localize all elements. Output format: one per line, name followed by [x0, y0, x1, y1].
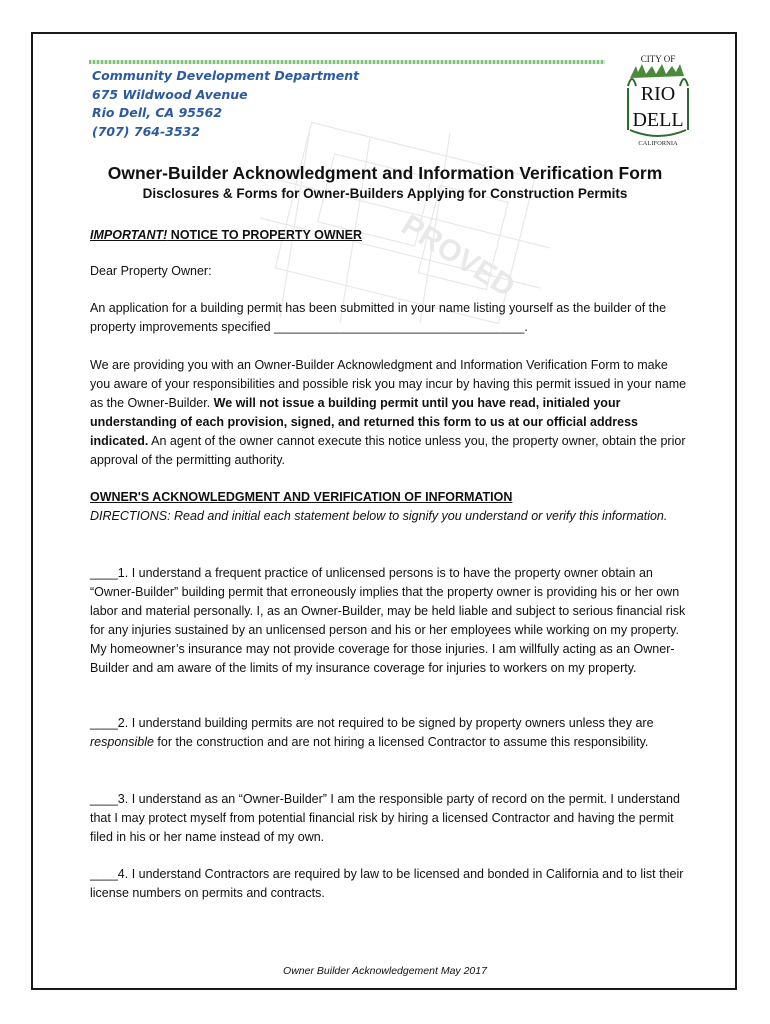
form-subtitle: Disclosures & Forms for Owner-Builders Applying for Construction Permits [142, 186, 628, 201]
acknowledgment-item-3[interactable]: ____3. I understand as an “Owner-Builder” I am the responsible party of record on the permit. I understand that I may protect myself from potential financial risk by hiring a licensed Contractor and having the permit filed in his or her name instead of my own. [90, 792, 680, 844]
item-2-text: ____2. I understand building permits are not required to be signed by property owners unless they are [90, 716, 654, 730]
item-2-text-end: for the construction and are not hiring a licensed Contractor to assume this responsibility. [153, 735, 649, 749]
item-2-italic: responsible [90, 735, 154, 749]
paragraph-responsibilities-text: We are providing you with an Owner-Builder Acknowledgment and Information Verification Form to make you aware of your responsibilities and possible risk you may incur by having this permit issued in your name as the Owner-Builder. [90, 358, 687, 410]
phone-number: (707) 764-3532 [92, 123, 200, 139]
logo-text-dell: DELL [632, 109, 684, 131]
city-state-zip: Rio Dell, CA 95562 [92, 105, 223, 120]
city-of-rio-dell-logo [622, 52, 694, 148]
street-address: 675 Wildwood Avenue [92, 86, 248, 102]
section-directions: DIRECTIONS: Read and initial each statement below to signify you understand or verify this information. [90, 509, 668, 523]
form-title: Owner-Builder Acknowledgment and Information Verification Form [107, 163, 663, 183]
logo-text-rio: RIO [640, 83, 676, 105]
important-label: IMPORTANT! [90, 228, 168, 242]
notice-title: NOTICE TO PROPERTY OWNER [167, 228, 363, 242]
acknowledgment-item-4[interactable]: ____4. I understand Contractors are required by law to be licensed and bonded in California and to list their license numbers on permits and contracts. [90, 867, 684, 900]
department-address-block [92, 67, 359, 141]
department-name: Community Development Department [92, 68, 360, 83]
paragraph-application: An application for a building permit has been submitted in your name listing yourself as the builder of the property improvements specified ____________________________________. [90, 301, 667, 334]
salutation: Dear Property Owner: [90, 264, 212, 278]
blueprint-watermark [250, 118, 560, 328]
section-heading: OWNER'S ACKNOWLEDGMENT AND VERIFICATION OF INFORMATION [90, 490, 513, 504]
logo-text-city-of: CITY OF [640, 54, 676, 64]
notice-heading [90, 226, 690, 245]
page-footer: Owner Builder Acknowledgement May 2017 [283, 965, 487, 977]
acknowledgment-item-1[interactable]: ____1. I understand a frequent practice of unlicensed persons is to have the property owner obtain an “Owner-Builder” building permit that erroneously implies that the property owner is providing his or her own labor and material personally. I, as an Owner-Builder, may be held liable and subject to serious financial risk for any injuries sustained by an unlicensed person and his or her employees while working on my property. My homeowner’s insurance may not provide coverage for those injuries. I am willfully acting as an Owner-Builder and am aware of the limits of my insurance coverage for injuries to workers on my property. [90, 566, 686, 675]
paragraph-responsibilities-text2: An agent of the owner cannot execute this notice unless you, the property owner, obtain the prior approval of the permitting authority. [90, 434, 686, 467]
acknowledgment-item-2[interactable] [90, 714, 690, 752]
paragraph-responsibilities-bold: We will not issue a building permit until you have read, initialed your understanding of each provision, signed, and returned this form to us at our official address indicated. [90, 396, 638, 448]
header-rule [89, 60, 605, 64]
svg-text:PROVED: PROVED [395, 208, 521, 304]
paragraph-responsibilities [90, 356, 690, 470]
logo-text-california: CALIFORNIA [638, 140, 678, 147]
